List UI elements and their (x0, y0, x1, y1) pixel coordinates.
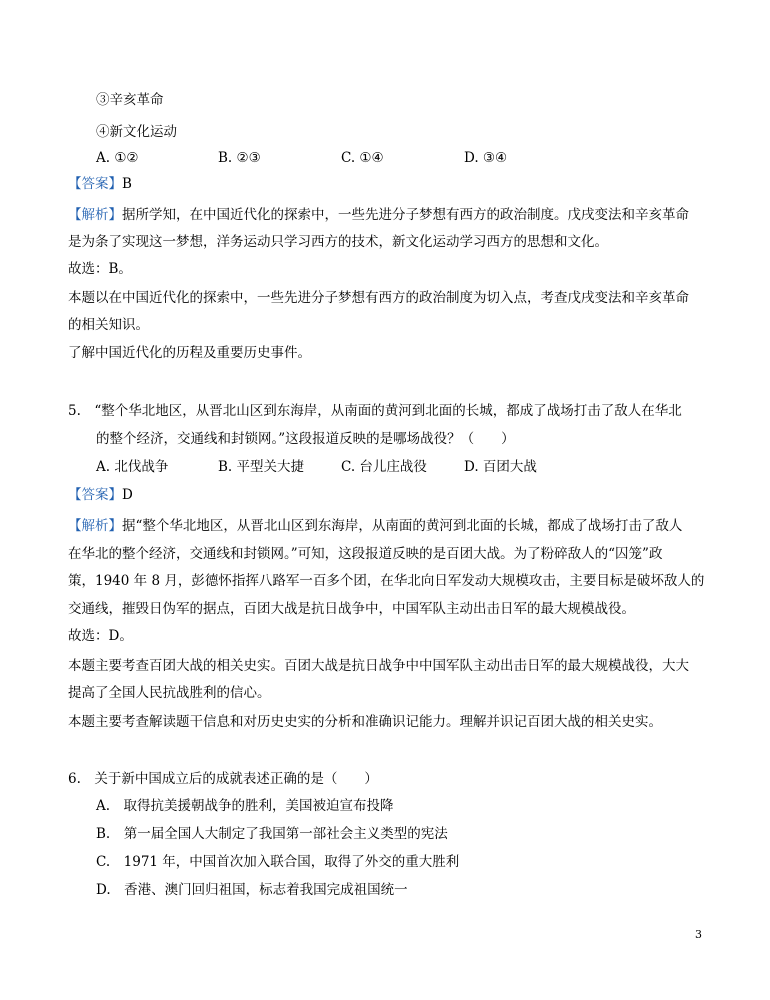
q5-option-b: B. 平型关大捷 (218, 459, 305, 475)
q4-option-d: D. ③④ (464, 150, 508, 166)
q4-analysis-line-1 (68, 206, 689, 224)
q5-analysis-line-2: 在华北的整个经济，交通线和封锁网。”可知，这段报道反映的是百团大战。为了粉碎敌人的“囚笼”政 (68, 546, 663, 562)
q5-answer (68, 486, 133, 504)
q4-item-4: ④新文化运动 (96, 124, 177, 140)
q6-option-c: C. 1971 年，中国首次加入联合国，取得了外交的重大胜利 (96, 854, 460, 870)
q5-option-a: A. 北伐战争 (96, 459, 169, 475)
q6-option-b: B. 第一届全国人大制定了我国第一部社会主义类型的宪法 (96, 826, 448, 842)
q5-stem-line-2: 的整个经济，交通线和封锁网。”这段报道反映的是哪场战役？（ ） (96, 431, 515, 447)
page-number: 3 (695, 928, 702, 941)
q5-comment-line-3: 本题主要考查解读题干信息和对历史史实的分析和准确识记能力。理解并识记百团大战的相关史实。 (68, 714, 662, 730)
answer-tag: 【答案】 (68, 176, 122, 192)
answer-value: D (122, 487, 133, 503)
q4-option-a: A. ①② (96, 150, 139, 166)
q6-stem: 6. 关于新中国成立后的成就表述正确的是（ ） (68, 771, 378, 787)
analysis-text: 据“整个华北地区，从晋北山区到东海岸，从南面的黄河到北面的长城，都成了战场打击了敌人 (122, 518, 683, 534)
analysis-text: 据所学知，在中国近代化的探索中，一些先进分子梦想有西方的政治制度。戊戌变法和辛亥革命 (122, 207, 689, 223)
q6-option-d: D. 香港、澳门回归祖国，标志着我国完成祖国统一 (96, 882, 408, 898)
q6-option-a: A. 取得抗美援朝战争的胜利，美国被迫宣布投降 (96, 798, 394, 814)
q5-option-c: C. 台儿庄战役 (341, 459, 427, 475)
q5-analysis-line-1 (68, 517, 682, 535)
q4-item-3: ③辛亥革命 (96, 92, 164, 108)
analysis-tag: 【解析】 (68, 518, 122, 534)
q5-comment-line-2: 提高了全国人民抗战胜利的信心。 (68, 685, 271, 701)
q5-comment-line-1: 本题主要考查百团大战的相关史实。百团大战是抗日战争中中国军队主动出击日军的最大规模战役，大大 (68, 658, 689, 674)
q5-stem-line-1: 5. “整个华北地区，从晋北山区到东海岸，从南面的黄河到北面的长城，都成了战场打击了敌人在华北 (68, 403, 682, 419)
q5-analysis-line-4: 交通线，摧毁日伪军的据点，百团大战是抗日战争中，中国军队主动出击日军的最大规模战役。 (68, 601, 635, 617)
q4-option-c: C. ①④ (341, 150, 384, 166)
q4-answer (68, 175, 132, 193)
q5-choice: 故选：D。 (68, 628, 133, 644)
analysis-tag: 【解析】 (68, 207, 122, 223)
q4-comment-line-2: 的相关知识。 (68, 317, 149, 333)
q5-analysis-line-3: 策，1940 年 8 月，彭德怀指挥八路军一百多个团，在华北向日军发动大规模攻击，主要目标是破坏敌人的 (68, 573, 705, 589)
q4-choice: 故选：B。 (68, 261, 132, 277)
answer-value: B (122, 176, 132, 192)
q5-option-d: D. 百团大战 (464, 459, 537, 475)
answer-tag: 【答案】 (68, 487, 122, 503)
q4-option-b: B. ②③ (218, 150, 261, 166)
q4-analysis-line-2: 是为条了实现这一梦想，洋务运动只学习西方的技术，新文化运动学习西方的思想和文化。 (68, 234, 608, 250)
q4-comment-line-3: 了解中国近代化的历程及重要历史事件。 (68, 345, 311, 361)
q4-comment-line-1: 本题以在中国近代化的探索中，一些先进分子梦想有西方的政治制度为切入点，考查戊戌变法和辛亥革命 (68, 290, 689, 306)
